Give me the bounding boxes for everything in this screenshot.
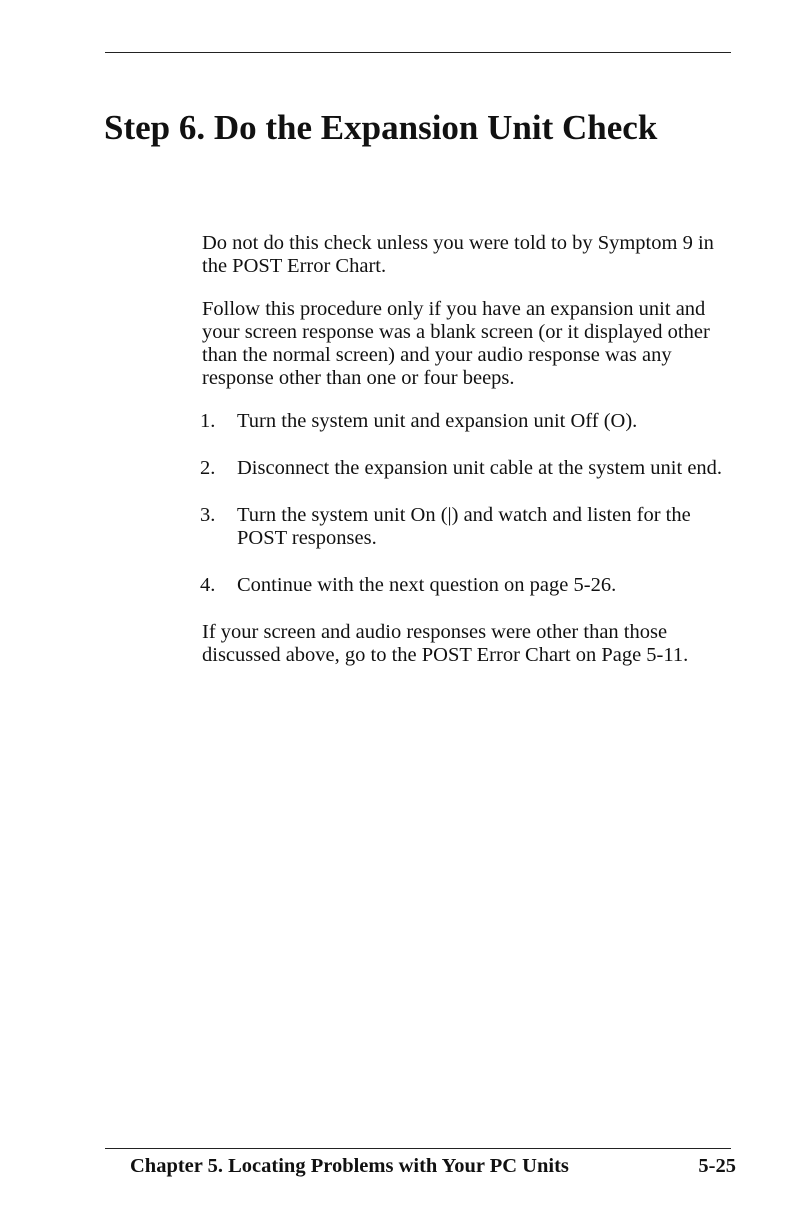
header-rule <box>105 52 731 53</box>
main-content <box>202 232 742 687</box>
step-text: Continue with the next question on page 5-26. <box>237 574 617 596</box>
step-text: Turn the system unit and expansion unit Off (O). <box>237 410 638 432</box>
step-text: Turn the system unit On (|) and watch and listen for the POST responses. <box>237 504 691 549</box>
page-number: 5-25 <box>698 1155 736 1177</box>
page-title: Step 6. Do the Expansion Unit Check <box>104 108 658 147</box>
step-text: Disconnect the expansion unit cable at the system unit end. <box>237 457 723 479</box>
step-item <box>200 574 742 597</box>
footer-chapter: Chapter 5. Locating Problems with Your PC Units <box>130 1155 569 1177</box>
step-item <box>200 410 742 433</box>
page-footer <box>130 1154 736 1178</box>
step-number: 4. <box>200 574 216 596</box>
step-item <box>200 457 742 480</box>
procedure-steps <box>200 410 742 597</box>
step-number: 3. <box>200 504 216 526</box>
step-number: 1. <box>200 410 216 432</box>
footer-rule <box>105 1148 731 1149</box>
condition-paragraph: Follow this procedure only if you have an expansion unit and your screen response was a blank screen (or it displayed other than the normal screen) and your audio response was any response other than one or four beeps. <box>202 298 710 389</box>
step-number: 2. <box>200 457 216 479</box>
closing-paragraph: If your screen and audio responses were other than those discussed above, go to the POST Error Chart on Page 5-11. <box>202 621 689 666</box>
step-item <box>200 504 742 550</box>
intro-paragraph: Do not do this check unless you were told to by Symptom 9 in the POST Error Chart. <box>202 232 714 277</box>
